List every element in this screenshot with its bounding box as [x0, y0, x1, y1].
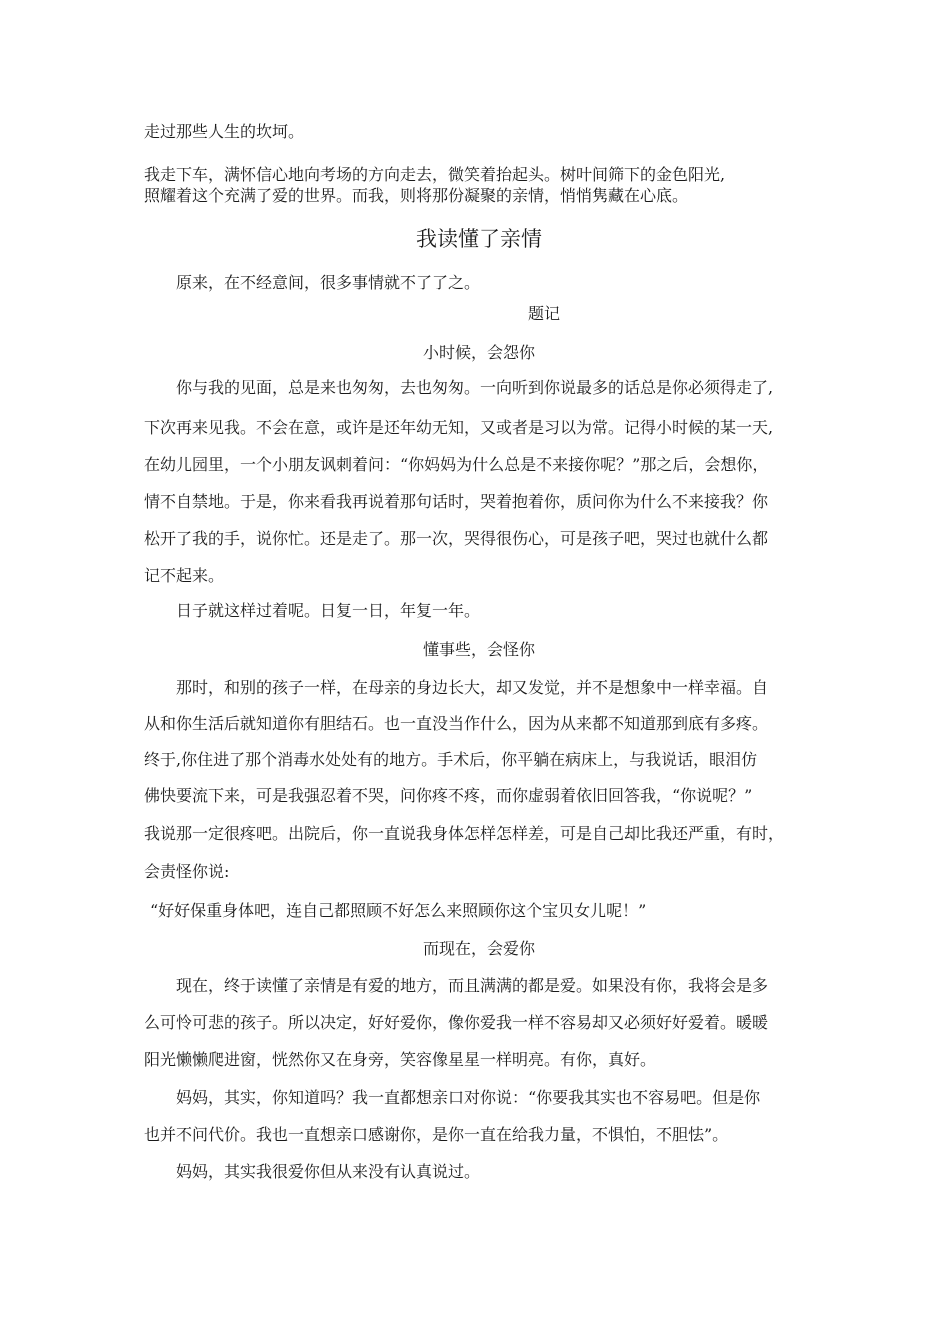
paragraph-line: 么可怜可悲的孩子。所以决定，好好爱你，像你爱我一样不容易却又必须好好爱着。暖暖 [144, 1013, 769, 1032]
paragraph-line: 你与我的见面，总是来也匆匆，去也匆匆。一向听到你说最多的话总是你必须得走了, [176, 378, 774, 397]
paragraph-line: 佛快要流下来，可是我强忍着不哭，问你疼不疼，而你虚弱着依旧回答我，“你说呢？” [144, 786, 753, 805]
quoted-line: “好好保重身体吧，连自己都照顾不好怎么来照顾你这个宝贝女儿呢！” [150, 901, 647, 920]
paragraph-line: 阳光懒懒爬进窗，恍然你又在身旁，笑容像星星一样明亮。有你，真好。 [144, 1050, 657, 1069]
essay-title: 我读懂了亲情 [416, 227, 542, 251]
section-heading: 小时候，会怨你 [422, 343, 535, 362]
paragraph-line: 在幼儿园里，一个小朋友讽刺着问：“你妈妈为什么总是不来接你呢？”那之后，会想你， [144, 455, 769, 474]
section-heading: 懂事些，会怪你 [422, 640, 535, 659]
paragraph-line: 日子就这样过着呢。日复一日，年复一年。 [176, 601, 481, 620]
prev-story-end-line: 走过那些人生的坎坷。 [144, 122, 305, 141]
paragraph-line: 妈妈，其实，你知道吗？我一直都想亲口对你说：“你要我其实也不容易吧。但是你 [176, 1088, 761, 1107]
epigraph-label: 题记 [528, 304, 561, 323]
paragraph-line: 情不自禁地。于是，你来看我再说着那句话时，哭着抱着你，质问你为什么不来接我？你 [144, 492, 769, 511]
paragraph-line: 也并不问代价。我也一直想亲口感谢你，是你一直在给我力量，不惧怕，不胆怯”。 [144, 1125, 729, 1144]
prev-story-paragraph-line: 照耀着这个充满了爱的世界。而我，则将那份凝聚的亲情，悄悄隽藏在心底。 [144, 186, 689, 205]
epigraph: 原来，在不经意间，很多事情就不了了之。 [176, 273, 481, 292]
prev-story-paragraph-line: 我走下车，满怀信心地向考场的方向走去，微笑着抬起头。树叶间筛下的金色阳光, [144, 165, 726, 184]
paragraph-line: 松开了我的手，说你忙。还是走了。那一次，哭得很伤心，可是孩子吧，哭过也就什么都 [144, 529, 769, 548]
paragraph-line: 妈妈，其实我很爱你但从来没有认真说过。 [176, 1162, 481, 1181]
paragraph-line: 记不起来。 [144, 566, 225, 585]
paragraph-line: 现在，终于读懂了亲情是有爱的地方，而且满满的都是爱。如果没有你，我将会是多 [176, 976, 769, 995]
paragraph-line: 会责怪你说: [144, 862, 230, 881]
section-heading: 而现在，会爱你 [422, 939, 535, 958]
paragraph-line: 下次再来见我。不会在意，或许是还年幼无知，又或者是习以为常。记得小时候的某一天, [144, 418, 774, 437]
paragraph-line: 我说那一定很疼吧。出院后，你一直说我身体怎样怎样差，可是自己却比我还严重，有时， [144, 824, 785, 843]
paragraph-line: 终于,你住进了那个消毒水处处有的地方。手术后，你平躺在病床上，与我说话，眼泪仿 [144, 750, 758, 769]
paragraph-line: 从和你生活后就知道你有胆结石。也一直没当作什么，因为从来都不知道那到底有多疼。 [144, 714, 769, 733]
paragraph-line: 那时，和别的孩子一样，在母亲的身边长大，却又发觉，并不是想象中一样幸福。自 [176, 678, 769, 697]
